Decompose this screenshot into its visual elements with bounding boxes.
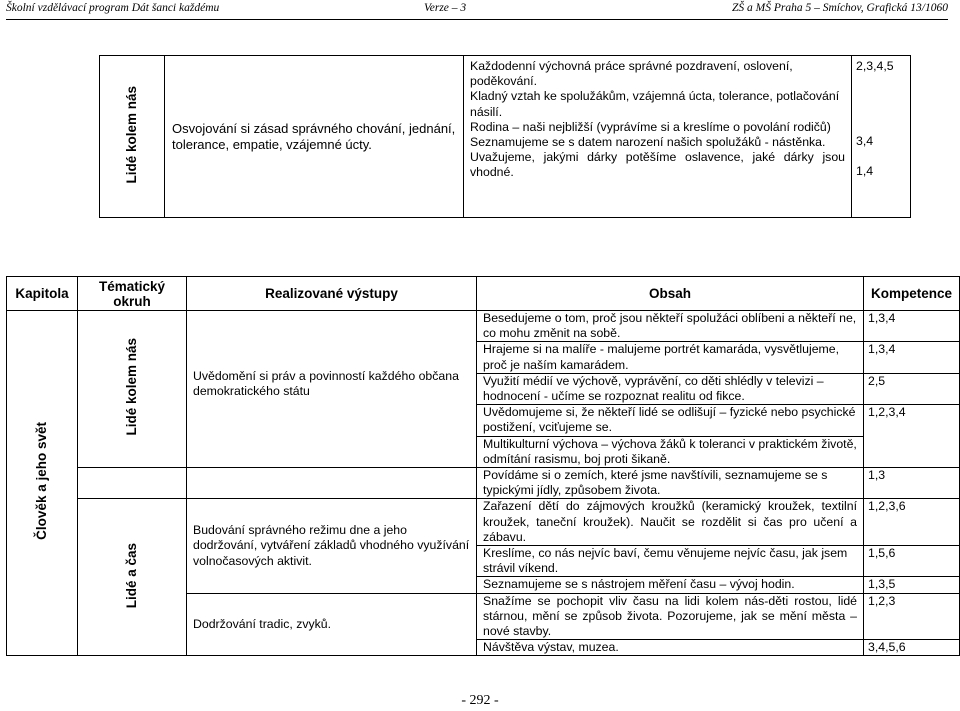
- header-school-program: Školní vzdělávací program Dát šanci každému: [6, 2, 220, 14]
- theme-cell: [100, 56, 165, 218]
- theme-b-label: Lidé a čas: [124, 542, 140, 608]
- competence-value: 1,2,3: [864, 593, 960, 640]
- outcome-1-cell: [187, 311, 477, 468]
- content-item: Využití médií ve výchově, vyprávění, co děti shlédly v televizi – hodnocení - učíme se rozpoznat realitu od fikce.: [477, 373, 864, 404]
- content-item: Povídáme si o zemích, které jsme navštívili, seznamujeme se s typickými jídly, způsobem života.: [477, 468, 864, 499]
- competence-value: 1,4: [856, 164, 874, 179]
- competence-value: 3,4: [856, 134, 874, 149]
- curriculum-table: [6, 276, 960, 656]
- outcome-2-cell: [187, 499, 477, 593]
- page-header: [6, 2, 948, 18]
- table-header-row: [7, 277, 960, 311]
- competence-value: 1,5,6: [864, 546, 960, 577]
- content-item: Uvědomujeme si, že někteří lidé se odlišují – fyzické nebo psychické postižení, vciťujeme se.: [477, 405, 864, 436]
- table-row: [7, 499, 960, 546]
- content-item: Seznamujeme se s nástrojem měření času – vývoj hodin.: [477, 577, 864, 593]
- competence-value: 1,3,4: [864, 311, 960, 342]
- theme-b-cell: [78, 499, 187, 656]
- content-item: Kreslíme, co nás nejvíc baví, čemu věnujeme nejvíc času, jak jsem strávil víkend.: [477, 546, 864, 577]
- continuation-table: [99, 55, 911, 218]
- header-competence: Kompetence: [864, 277, 960, 311]
- theme-a-cell: [78, 311, 187, 468]
- content-item: Multikulturní výchova – výchova žáků k toleranci v praktickém životě, odmítání rasismu, boj proti šikaně.: [477, 436, 864, 467]
- competence-value: 2,5: [864, 373, 960, 404]
- table-row: [7, 311, 960, 342]
- header-outcomes: Realizované výstupy: [187, 277, 477, 311]
- competence-value: 1,2,3,4: [864, 405, 960, 468]
- content-item: Hrajeme si na malíře - malujeme portrét kamaráda, vysvětlujeme, proč je naším kamarádem.: [477, 342, 864, 373]
- content-item: Uvažujeme, jakými dárky potěšíme oslavence, jaké dárky jsou vhodné.: [470, 150, 845, 180]
- competence-value: 1,3: [864, 468, 960, 499]
- page-number: - 292 -: [461, 693, 499, 708]
- content-item: Rodina – naši nejbližší (vyprávíme si a kreslíme o povolání rodičů): [470, 119, 831, 134]
- outcome-3-cell: [187, 593, 477, 656]
- header-version: Verze – 3: [424, 2, 467, 14]
- chapter-cell: [7, 311, 78, 656]
- competence-cell: [852, 56, 911, 218]
- theme-label: Lidé kolem nás: [124, 85, 140, 184]
- content-item: Každodenní výchovná práce správné pozdravení, oslovení, poděkování.: [470, 59, 793, 89]
- header-school-address: ZŠ a MŠ Praha 5 – Smíchov, Grafická 13/1060: [731, 2, 948, 14]
- chapter-label: Člověk a jeho svět: [34, 422, 50, 541]
- table-row: [7, 468, 960, 499]
- outcome-2-text: Budování správného režimu dne a jeho dodržování, vytváření základů vhodného využívání volnočasových aktivit.: [193, 523, 470, 568]
- theme-a-label: Lidé kolem nás: [124, 338, 140, 436]
- header-theme: Tématický okruh: [78, 277, 187, 311]
- competence-value: 1,3,5: [864, 577, 960, 593]
- content-item: Snažíme se pochopit vliv času na lidi kolem nás-děti rostou, lidé stárnou, mění se způsob života. Pozorujeme, jak se mění města – nové stavby.: [477, 593, 864, 640]
- header-content: Obsah: [477, 277, 864, 311]
- competence-value: 1,2,3,6: [864, 499, 960, 546]
- content-item: Zařazení dětí do zájmových kroužků (keramický kroužek, textilní kroužek, taneční kroužek). Naučit se rozdělit si čas pro učení a zábavu.: [477, 499, 864, 546]
- header-chapter: Kapitola: [7, 277, 78, 311]
- outcome-1-text: Uvědomění si práv a povinností každého občana demokratického státu: [193, 368, 459, 399]
- outcome-text: Osvojování si zásad správného chování, jednání, tolerance, empatie, vzájemné úcty.: [172, 120, 456, 152]
- competence-value: 2,3,4,5: [856, 59, 894, 73]
- table-row: [100, 56, 911, 218]
- header-divider: [6, 19, 948, 20]
- competence-value: 3,4,5,6: [864, 640, 960, 656]
- content-item: Seznamujeme se s datem narození našich spolužáků - nástěnka.: [470, 135, 826, 150]
- content-item: Besedujeme o tom, proč jsou někteří spolužáci oblíbeni a někteří ne, co mohu změnit na sobě.: [477, 311, 864, 342]
- content-cell: [464, 56, 852, 218]
- outcome-3-text: Dodržování tradic, zvyků.: [193, 616, 332, 631]
- content-item: Návštěva výstav, muzea.: [477, 640, 864, 656]
- outcome-cell: [165, 56, 464, 218]
- competence-value: 1,3,4: [864, 342, 960, 373]
- content-item: Kladný vztah ke spolužákům, vzájemná úcta, tolerance, potlačování násilí.: [470, 89, 840, 119]
